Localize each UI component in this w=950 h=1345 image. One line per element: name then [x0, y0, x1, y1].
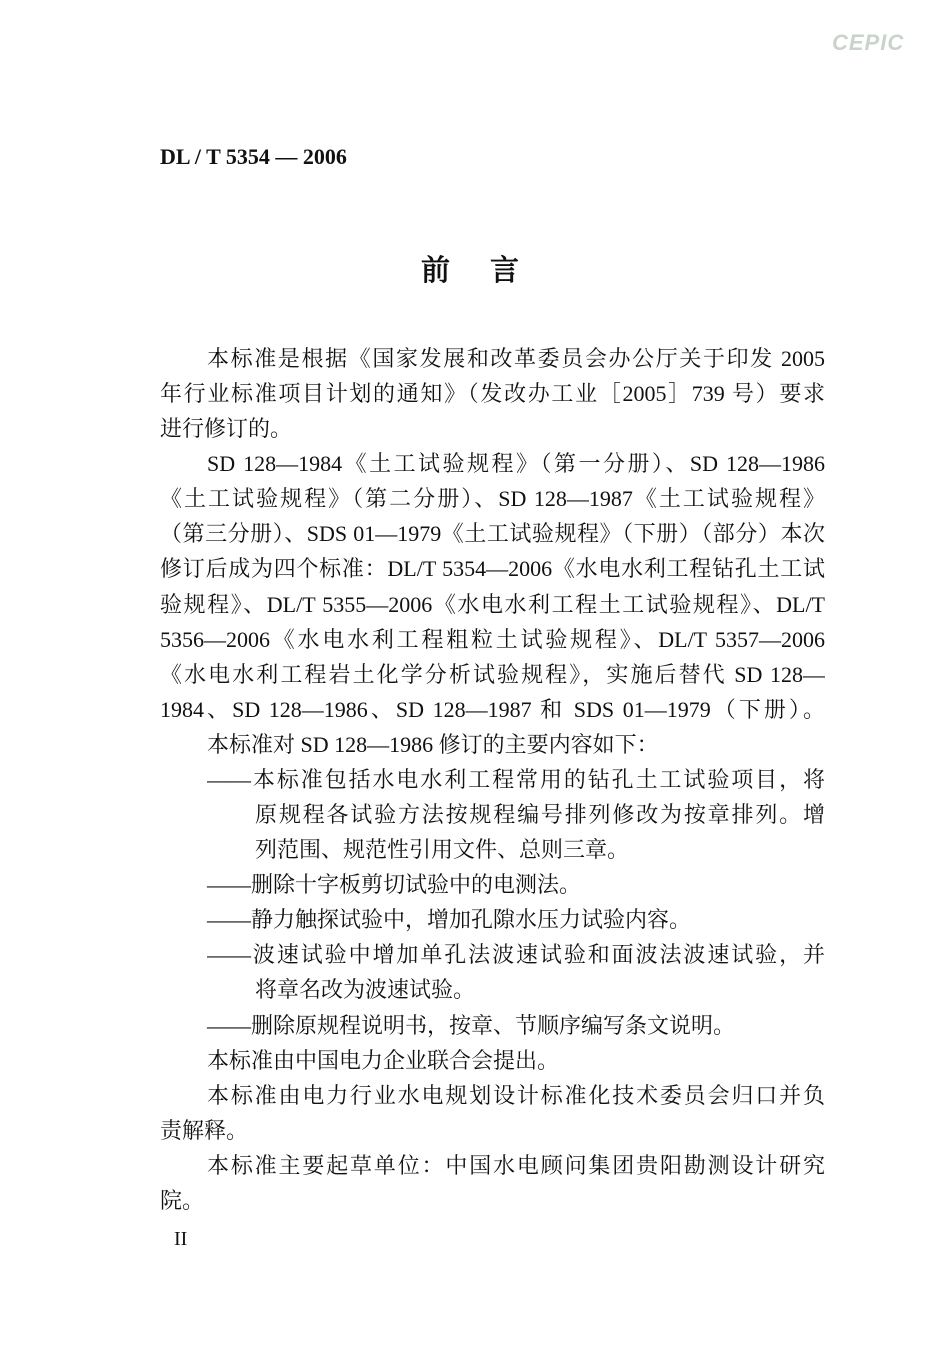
- text-line: 《水电水利工程岩土化学分析试验规程》，实施后替代 SD 128—: [160, 661, 825, 687]
- text-line: 年行业标准项目计划的通知》（发改办工业［2005］739 号）要求: [160, 381, 825, 407]
- text-line: 1984、SD 128—1986、SD 128—1987 和 SDS 01—1979（下册）。: [160, 696, 825, 722]
- text-line: （第三分册）、SDS 01—1979《土工试验规程》（下册）（部分）本次: [160, 521, 825, 547]
- text-line: 本标准由中国电力企业联合会提出。: [207, 1047, 560, 1073]
- page-number: II: [174, 1228, 188, 1250]
- text-line: 本标准对 SD 128—1986 修订的主要内容如下：: [207, 731, 659, 757]
- text-line: ——删除十字板剪切试验中的电测法。: [207, 872, 582, 898]
- text-line: 本标准是根据《国家发展和改革委员会办公厅关于印发 2005: [207, 346, 825, 371]
- cepic-watermark-logo: CEPIC: [832, 30, 905, 55]
- text-line: 本标准由电力行业水电规划设计标准化技术委员会归口并负: [207, 1082, 825, 1108]
- text-line: 验规程》、DL/T 5355—2006《水电水利工程土工试验规程》、DL/T: [160, 591, 825, 617]
- text-line: 责解释。: [160, 1117, 249, 1143]
- page-title: 前言: [420, 253, 559, 287]
- text-line: SD 128—1984《土工试验规程》（第一分册）、SD 128—1986: [207, 451, 825, 477]
- text-line: ——删除原规程说明书，按章、节顺序编写条文说明。: [207, 1012, 736, 1038]
- text-line: 原规程各试验方法按规程编号排列修改为按章排列。增: [255, 802, 825, 828]
- text-line: 本标准主要起草单位：中国水电顾问集团贵阳勘测设计研究: [207, 1152, 825, 1178]
- text-line: 进行修订的。: [160, 416, 293, 442]
- text-line: 院。: [160, 1187, 205, 1213]
- text-line: 修订后成为四个标准：DL/T 5354—2006《水电水利工程钻孔土工试: [160, 556, 825, 582]
- text-line: ——本标准包括水电水利工程常用的钻孔土工试验项目，将: [207, 766, 825, 792]
- text-line: ——波速试验中增加单孔法波速试验和面波法波速试验，并: [207, 942, 825, 968]
- standard-code-header: DL / T 5354 — 2006: [160, 144, 347, 169]
- text-line: 列范围、规范性引用文件、总则三章。: [255, 837, 630, 863]
- text-line: ——静力触探试验中，增加孔隙水压力试验内容。: [207, 907, 692, 933]
- text-line: 《土工试验规程》（第二分册）、SD 128—1987《土工试验规程》: [160, 486, 825, 512]
- text-line: 5356—2006《水电水利工程粗粒土试验规程》、DL/T 5357—2006: [160, 626, 825, 652]
- text-line: 将章名改为波速试验。: [255, 977, 476, 1003]
